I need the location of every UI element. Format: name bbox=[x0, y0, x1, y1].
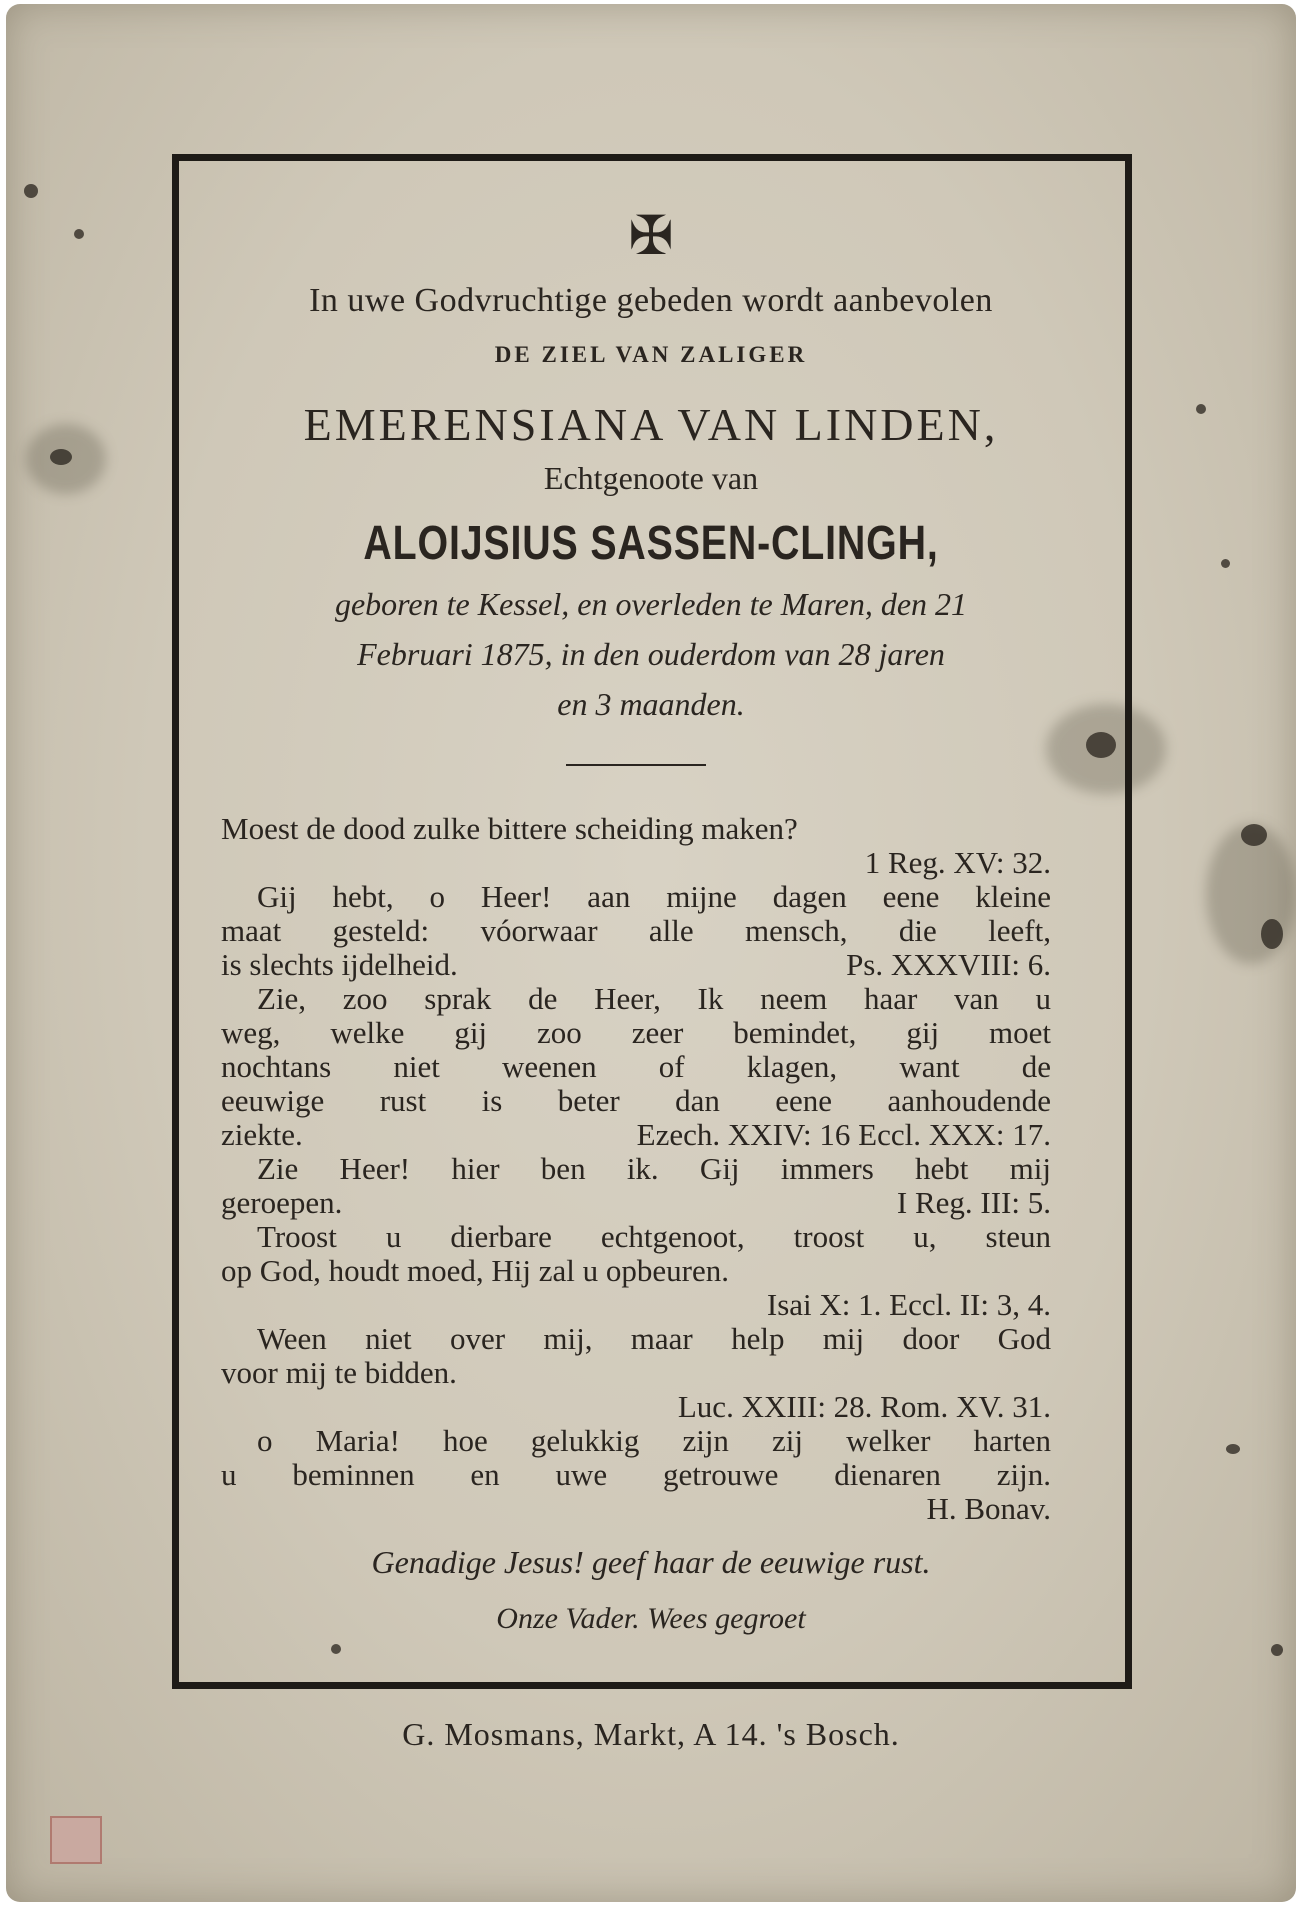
spot bbox=[1261, 919, 1283, 949]
prayers-line: Onze Vader. Wees gegroet bbox=[496, 1602, 806, 1635]
spot bbox=[24, 184, 38, 198]
verse-line: eeuwige rust is beter dan eene aanhoudende bbox=[221, 1083, 1051, 1118]
verse-line: o Maria! hoe gelukkig zijn zij welker harten bbox=[257, 1423, 1051, 1458]
verse-line: Gij hebt, o Heer! aan mijne dagen eene kleine bbox=[257, 879, 1051, 914]
verse-line: Troost u dierbare echtgenoot, troost u, steun bbox=[257, 1219, 1051, 1254]
cross-icon: ✠ bbox=[628, 204, 674, 267]
verse-line: u beminnen en uwe getrouwe dienaren zijn. bbox=[221, 1457, 1051, 1492]
verse-reference: Luc. XXIII: 28. Rom. XV. 31. bbox=[677, 1389, 1051, 1424]
deceased-name: EMERENSIANA VAN LINDEN, bbox=[303, 399, 999, 450]
verse-line: Ween niet over mij, maar help mij door God bbox=[257, 1321, 1051, 1356]
spot bbox=[1226, 1444, 1240, 1454]
verse-line: maat gesteld: vóorwaar alle mensch, die leeft, bbox=[221, 913, 1051, 948]
verse-reference: Ezech. XXIV: 16 Eccl. XXX: 17. bbox=[636, 1117, 1051, 1152]
spot bbox=[1241, 824, 1267, 846]
intro-line: In uwe Godvruchtige gebeden wordt aanbevolen bbox=[309, 282, 993, 319]
verse-line: Zie Heer! hier ben ik. Gij immers hebt mij bbox=[257, 1151, 1051, 1186]
verse-line: voor mij te bidden. bbox=[221, 1355, 457, 1390]
birth-death-line-2: Februari 1875, in den ouderdom van 28 jaren bbox=[357, 636, 945, 672]
archive-stamp bbox=[50, 1816, 102, 1864]
closing-prayer: Genadige Jesus! geef haar de eeuwige rust. bbox=[371, 1544, 931, 1580]
verse-line: weg, welke gij zoo zeer bemindet, gij moet bbox=[221, 1015, 1051, 1050]
verse-line: is slechts ijdelheid. bbox=[221, 947, 458, 982]
verse-line: Zie, zoo sprak de Heer, Ik neem haar van u bbox=[257, 981, 1051, 1016]
verse-line: nochtans niet weenen of klagen, want de bbox=[221, 1049, 1051, 1084]
soul-of-line: DE ZIEL VAN ZALIGER bbox=[494, 342, 808, 367]
verse-reference: H. Bonav. bbox=[926, 1491, 1051, 1526]
verse-reference: Isai X: 1. Eccl. II: 3, 4. bbox=[766, 1287, 1051, 1322]
verse-reference: I Reg. III: 5. bbox=[896, 1185, 1051, 1220]
spot bbox=[1271, 1644, 1283, 1656]
verse-line: ziekte. bbox=[221, 1117, 303, 1152]
birth-death-line-1: geboren te Kessel, en overleden te Maren, den 21 bbox=[334, 586, 968, 622]
verse-reference: 1 Reg. XV: 32. bbox=[864, 845, 1051, 880]
spouse-of-line: Echtgenoote van bbox=[543, 460, 759, 496]
divider bbox=[566, 764, 706, 766]
spouse-name: ALOIJSIUS SASSEN-CLINGH, bbox=[363, 517, 939, 570]
birth-death-line-3: en 3 maanden. bbox=[557, 686, 745, 722]
verse-line: geroepen. bbox=[221, 1185, 343, 1220]
verse-reference: Ps. XXXVIII: 6. bbox=[846, 947, 1051, 982]
memorial-card bbox=[6, 4, 1296, 1902]
printer-imprint: G. Mosmans, Markt, A 14. 's Bosch. bbox=[402, 1716, 900, 1752]
verse-line: Moest de dood zulke bittere scheiding maken? bbox=[221, 811, 798, 846]
verse-line: op God, houdt moed, Hij zal u opbeuren. bbox=[221, 1253, 729, 1288]
spot bbox=[1221, 559, 1230, 568]
